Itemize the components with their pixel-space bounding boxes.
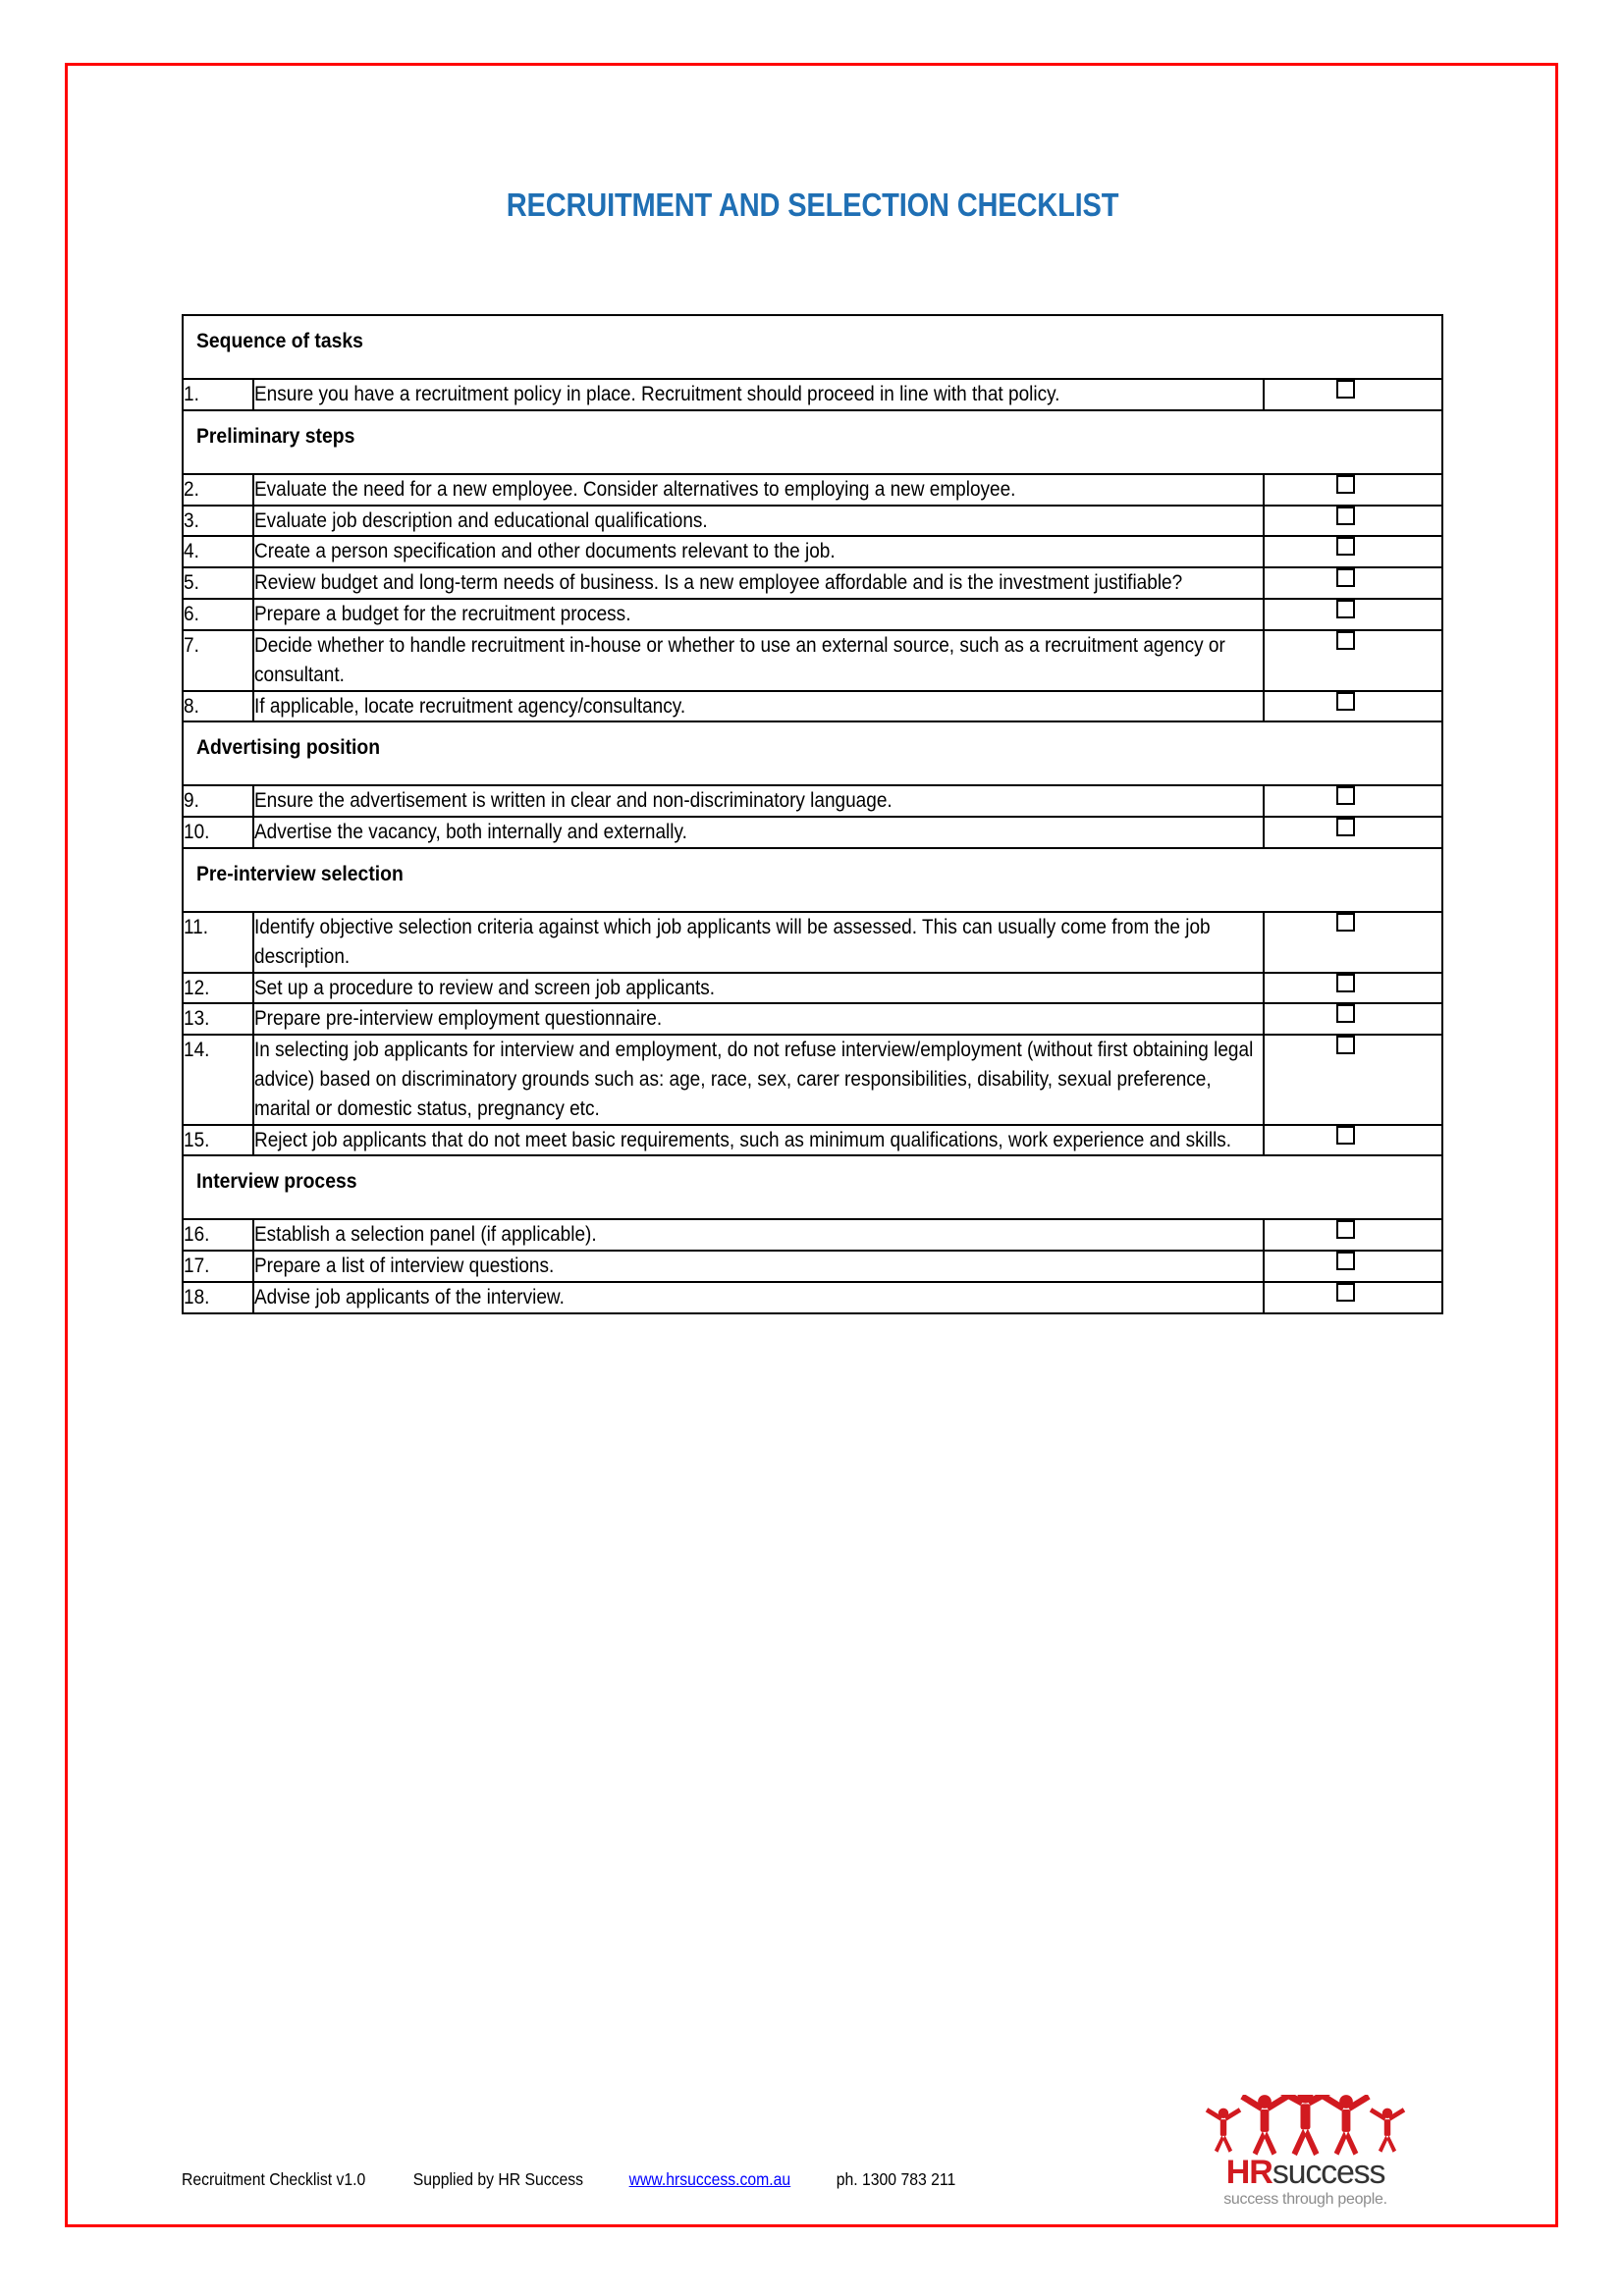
task-checkbox-cell[interactable] [1264, 536, 1442, 567]
logo-brand-primary: HR [1225, 2154, 1272, 2191]
task-number: 9. [184, 789, 199, 813]
checklist-task-row [183, 785, 1442, 817]
task-checkbox-cell[interactable] [1264, 1251, 1442, 1282]
task-number: 13. [184, 1007, 210, 1031]
section-header-label: Pre-interview selection [196, 861, 404, 885]
task-checkbox-cell[interactable] [1264, 1219, 1442, 1251]
task-checkbox-cell[interactable] [1264, 1282, 1442, 1313]
task-description: Decide whether to handle recruitment in-house or whether to use an external source, such as a recruitment agency or consultant. [254, 633, 1225, 686]
task-description-cell [253, 1003, 1264, 1035]
page-title: RECRUITMENT AND SELECTION CHECKLIST [506, 187, 1119, 223]
task-description: In selecting job applicants for interview and employment, do not refuse interview/employment (without first obtaining legal advice) based on discriminatory grounds such as: age, race, sex, carer responsibilities, disability, sexual preference, marital or domestic status, pregnancy etc. [254, 1039, 1254, 1120]
task-number: 12. [184, 976, 210, 999]
task-description-cell [253, 973, 1264, 1004]
footer-website-link[interactable]: www.hrsuccess.com.au [628, 2169, 791, 2189]
checkbox-icon[interactable] [1336, 1004, 1355, 1023]
section-header-label: Sequence of tasks [196, 329, 363, 352]
task-description-cell [253, 379, 1264, 410]
checkbox-icon[interactable] [1336, 600, 1355, 618]
checkbox-icon[interactable] [1336, 475, 1355, 494]
task-description-cell [253, 1125, 1264, 1156]
task-number-cell [183, 912, 253, 973]
task-description: Reject job applicants that do not meet basic requirements, such as minimum qualifications, work experience and skills. [254, 1128, 1232, 1151]
checklist-task-row [183, 1251, 1442, 1282]
checklist-section-header-row [183, 315, 1442, 379]
logo-wordmark [1190, 2156, 1421, 2189]
section-header-label: Interview process [196, 1169, 357, 1194]
task-checkbox-cell[interactable] [1264, 1035, 1442, 1124]
task-checkbox-cell[interactable] [1264, 1125, 1442, 1156]
task-checkbox-cell[interactable] [1264, 785, 1442, 817]
task-number-cell [183, 379, 253, 410]
footer-text-line [182, 2169, 955, 2190]
task-checkbox-cell[interactable] [1264, 973, 1442, 1004]
section-header-label: Preliminary steps [196, 423, 355, 448]
checkbox-icon[interactable] [1336, 631, 1355, 650]
task-number-cell [183, 1251, 253, 1282]
checkbox-icon[interactable] [1336, 786, 1355, 805]
task-description-cell [253, 817, 1264, 848]
checklist-task-row [183, 1219, 1442, 1251]
checkbox-icon[interactable] [1336, 1036, 1355, 1054]
task-number: 18. [184, 1286, 210, 1309]
task-number-cell [183, 691, 253, 722]
hr-success-logo [1190, 2095, 1421, 2218]
section-header-cell [183, 315, 1442, 379]
task-description-cell [253, 630, 1264, 691]
task-description: Prepare pre-interview employment questionnaire. [254, 1007, 663, 1031]
task-number: 14. [184, 1039, 210, 1062]
task-number-cell [183, 1003, 253, 1035]
checkbox-icon[interactable] [1336, 507, 1355, 525]
task-description-cell [253, 1035, 1264, 1124]
task-description-cell [253, 912, 1264, 973]
task-number-cell [183, 785, 253, 817]
task-description-cell [253, 567, 1264, 599]
task-number: 11. [184, 915, 209, 938]
checklist-section-header-row [183, 410, 1442, 474]
task-checkbox-cell[interactable] [1264, 817, 1442, 848]
logo-tagline: success through people. [1223, 2191, 1387, 2208]
task-number: 7. [184, 633, 199, 657]
checklist-section-header-row [183, 848, 1442, 912]
task-description-cell [253, 1282, 1264, 1313]
task-number-cell [183, 1219, 253, 1251]
task-number-cell [183, 630, 253, 691]
checklist-task-row [183, 1125, 1442, 1156]
section-header-cell [183, 721, 1442, 785]
task-number: 15. [184, 1128, 210, 1151]
checklist-task-row [183, 599, 1442, 630]
checkbox-icon[interactable] [1336, 692, 1355, 711]
task-description: Identify objective selection criteria against which job applicants will be assessed. This can usually come from the job description. [254, 915, 1211, 968]
task-number: 8. [184, 694, 199, 718]
task-checkbox-cell[interactable] [1264, 630, 1442, 691]
checkbox-icon[interactable] [1336, 974, 1355, 992]
checkbox-icon[interactable] [1336, 537, 1355, 556]
task-description-cell [253, 506, 1264, 537]
task-number: 16. [184, 1223, 210, 1247]
task-number: 10. [184, 821, 210, 844]
checklist-task-row [183, 536, 1442, 567]
section-header-cell [183, 1155, 1442, 1219]
checkbox-icon[interactable] [1336, 1126, 1355, 1145]
task-description: Ensure you have a recruitment policy in place. Recruitment should proceed in line with that policy. [254, 383, 1060, 405]
task-number-cell [183, 474, 253, 506]
checklist-task-row [183, 379, 1442, 410]
task-checkbox-cell[interactable] [1264, 691, 1442, 722]
task-description-cell [253, 536, 1264, 567]
task-description: Advertise the vacancy, both internally and externally. [254, 821, 687, 844]
task-description-cell [253, 691, 1264, 722]
task-description: Prepare a budget for the recruitment process. [254, 603, 631, 626]
task-description: Evaluate job description and educational qualifications. [254, 508, 708, 532]
section-header-label: Advertising position [196, 735, 381, 760]
task-checkbox-cell[interactable] [1264, 379, 1442, 410]
footer-supplier: Supplied by HR Success [412, 2169, 584, 2189]
checklist-task-row [183, 474, 1442, 506]
checkbox-icon[interactable] [1336, 1283, 1355, 1302]
task-number: 4. [184, 540, 199, 563]
task-description: Advise job applicants of the interview. [254, 1286, 565, 1309]
task-description: Review budget and long-term needs of business. Is a new employee affordable and is the investment justifiable? [254, 571, 1183, 595]
task-description: Create a person specification and other documents relevant to the job. [254, 540, 836, 563]
task-number-cell [183, 973, 253, 1004]
checkbox-icon[interactable] [1336, 913, 1355, 932]
task-number-cell [183, 536, 253, 567]
task-number-cell [183, 506, 253, 537]
task-checkbox-cell[interactable] [1264, 506, 1442, 537]
task-number: 6. [184, 603, 199, 626]
checklist-task-row [183, 630, 1442, 691]
checkbox-icon[interactable] [1336, 380, 1355, 399]
checklist-task-row [183, 1282, 1442, 1313]
task-number-cell [183, 817, 253, 848]
task-checkbox-cell[interactable] [1264, 599, 1442, 630]
task-description-cell [253, 599, 1264, 630]
section-header-cell [183, 848, 1442, 912]
task-description: If applicable, locate recruitment agency/consultancy. [254, 694, 686, 718]
checkbox-icon[interactable] [1336, 568, 1355, 587]
task-description: Set up a procedure to review and screen job applicants. [254, 976, 716, 999]
task-checkbox-cell[interactable] [1264, 474, 1442, 506]
checklist-task-row [183, 1003, 1442, 1035]
task-description-cell [253, 1251, 1264, 1282]
checkbox-icon[interactable] [1336, 1220, 1355, 1239]
task-description: Ensure the advertisement is written in clear and non-discriminatory language. [254, 789, 893, 813]
task-checkbox-cell[interactable] [1264, 912, 1442, 973]
footer-version: Recruitment Checklist v1.0 [182, 2169, 366, 2189]
task-number: 3. [184, 508, 199, 532]
task-number: 2. [184, 477, 199, 501]
checklist-task-row [183, 1035, 1442, 1124]
task-number-cell [183, 1035, 253, 1124]
task-checkbox-cell[interactable] [1264, 567, 1442, 599]
checklist-section-header-row [183, 1155, 1442, 1219]
task-description: Establish a selection panel (if applicable). [254, 1223, 597, 1247]
checkbox-icon[interactable] [1336, 818, 1355, 836]
task-number-cell [183, 599, 253, 630]
task-description-cell [253, 1219, 1264, 1251]
logo-brand-secondary: success [1272, 2154, 1385, 2191]
task-number: 1. [184, 383, 199, 405]
checklist-task-row [183, 973, 1442, 1004]
checklist-task-row [183, 506, 1442, 537]
task-number-cell [183, 1125, 253, 1156]
section-header-cell [183, 410, 1442, 474]
task-number: 17. [184, 1255, 210, 1278]
task-description-cell [253, 474, 1264, 506]
footer-phone: ph. 1300 783 211 [836, 2169, 956, 2189]
checklist-task-row [183, 817, 1442, 848]
task-number: 5. [184, 571, 199, 595]
task-description-cell [253, 785, 1264, 817]
task-checkbox-cell[interactable] [1264, 1003, 1442, 1035]
checklist-task-row [183, 691, 1442, 722]
task-description: Evaluate the need for a new employee. Consider alternatives to employing a new employee. [254, 477, 1016, 501]
checkbox-icon[interactable] [1336, 1252, 1355, 1270]
checklist-task-row [183, 912, 1442, 973]
task-number-cell [183, 567, 253, 599]
checklist-task-row [183, 567, 1442, 599]
task-number-cell [183, 1282, 253, 1313]
recruitment-checklist-table [182, 314, 1443, 1314]
task-description: Prepare a list of interview questions. [254, 1255, 555, 1278]
checklist-section-header-row [183, 721, 1442, 785]
